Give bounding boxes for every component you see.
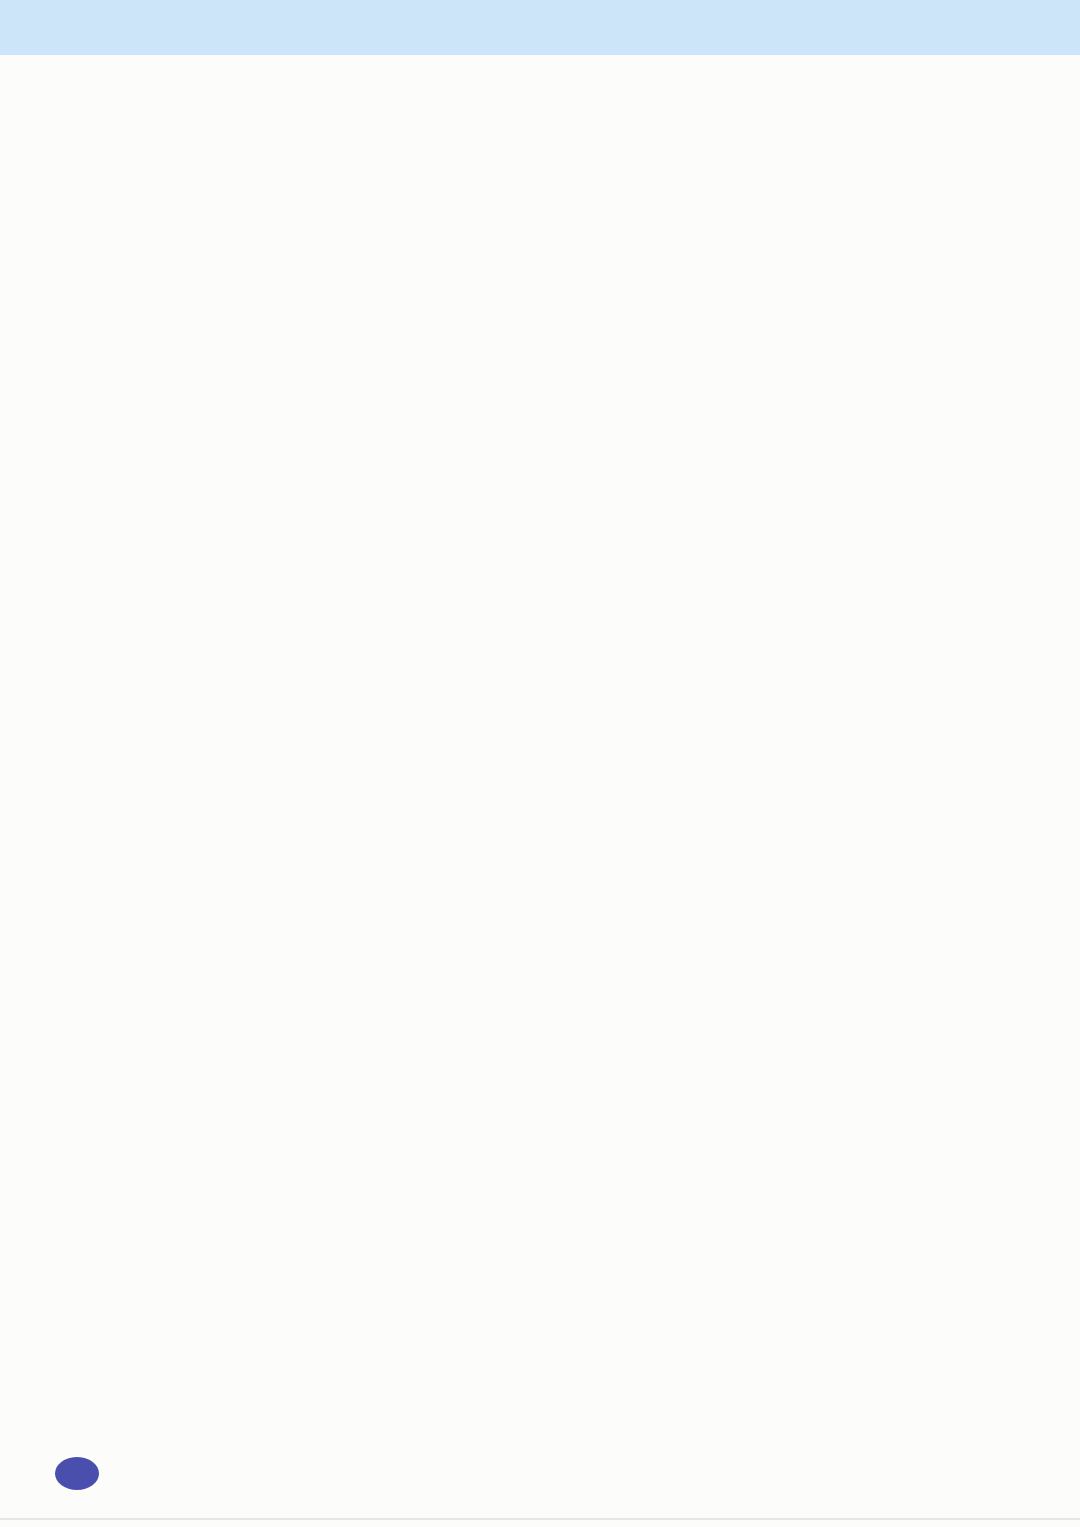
page-top-band (0, 0, 1080, 55)
unit-heading (88, 120, 930, 154)
page-number-badge (55, 1457, 99, 1490)
page-content (0, 55, 1080, 173)
page-bottom-edge (0, 1518, 1080, 1520)
page-footer (55, 1457, 114, 1490)
